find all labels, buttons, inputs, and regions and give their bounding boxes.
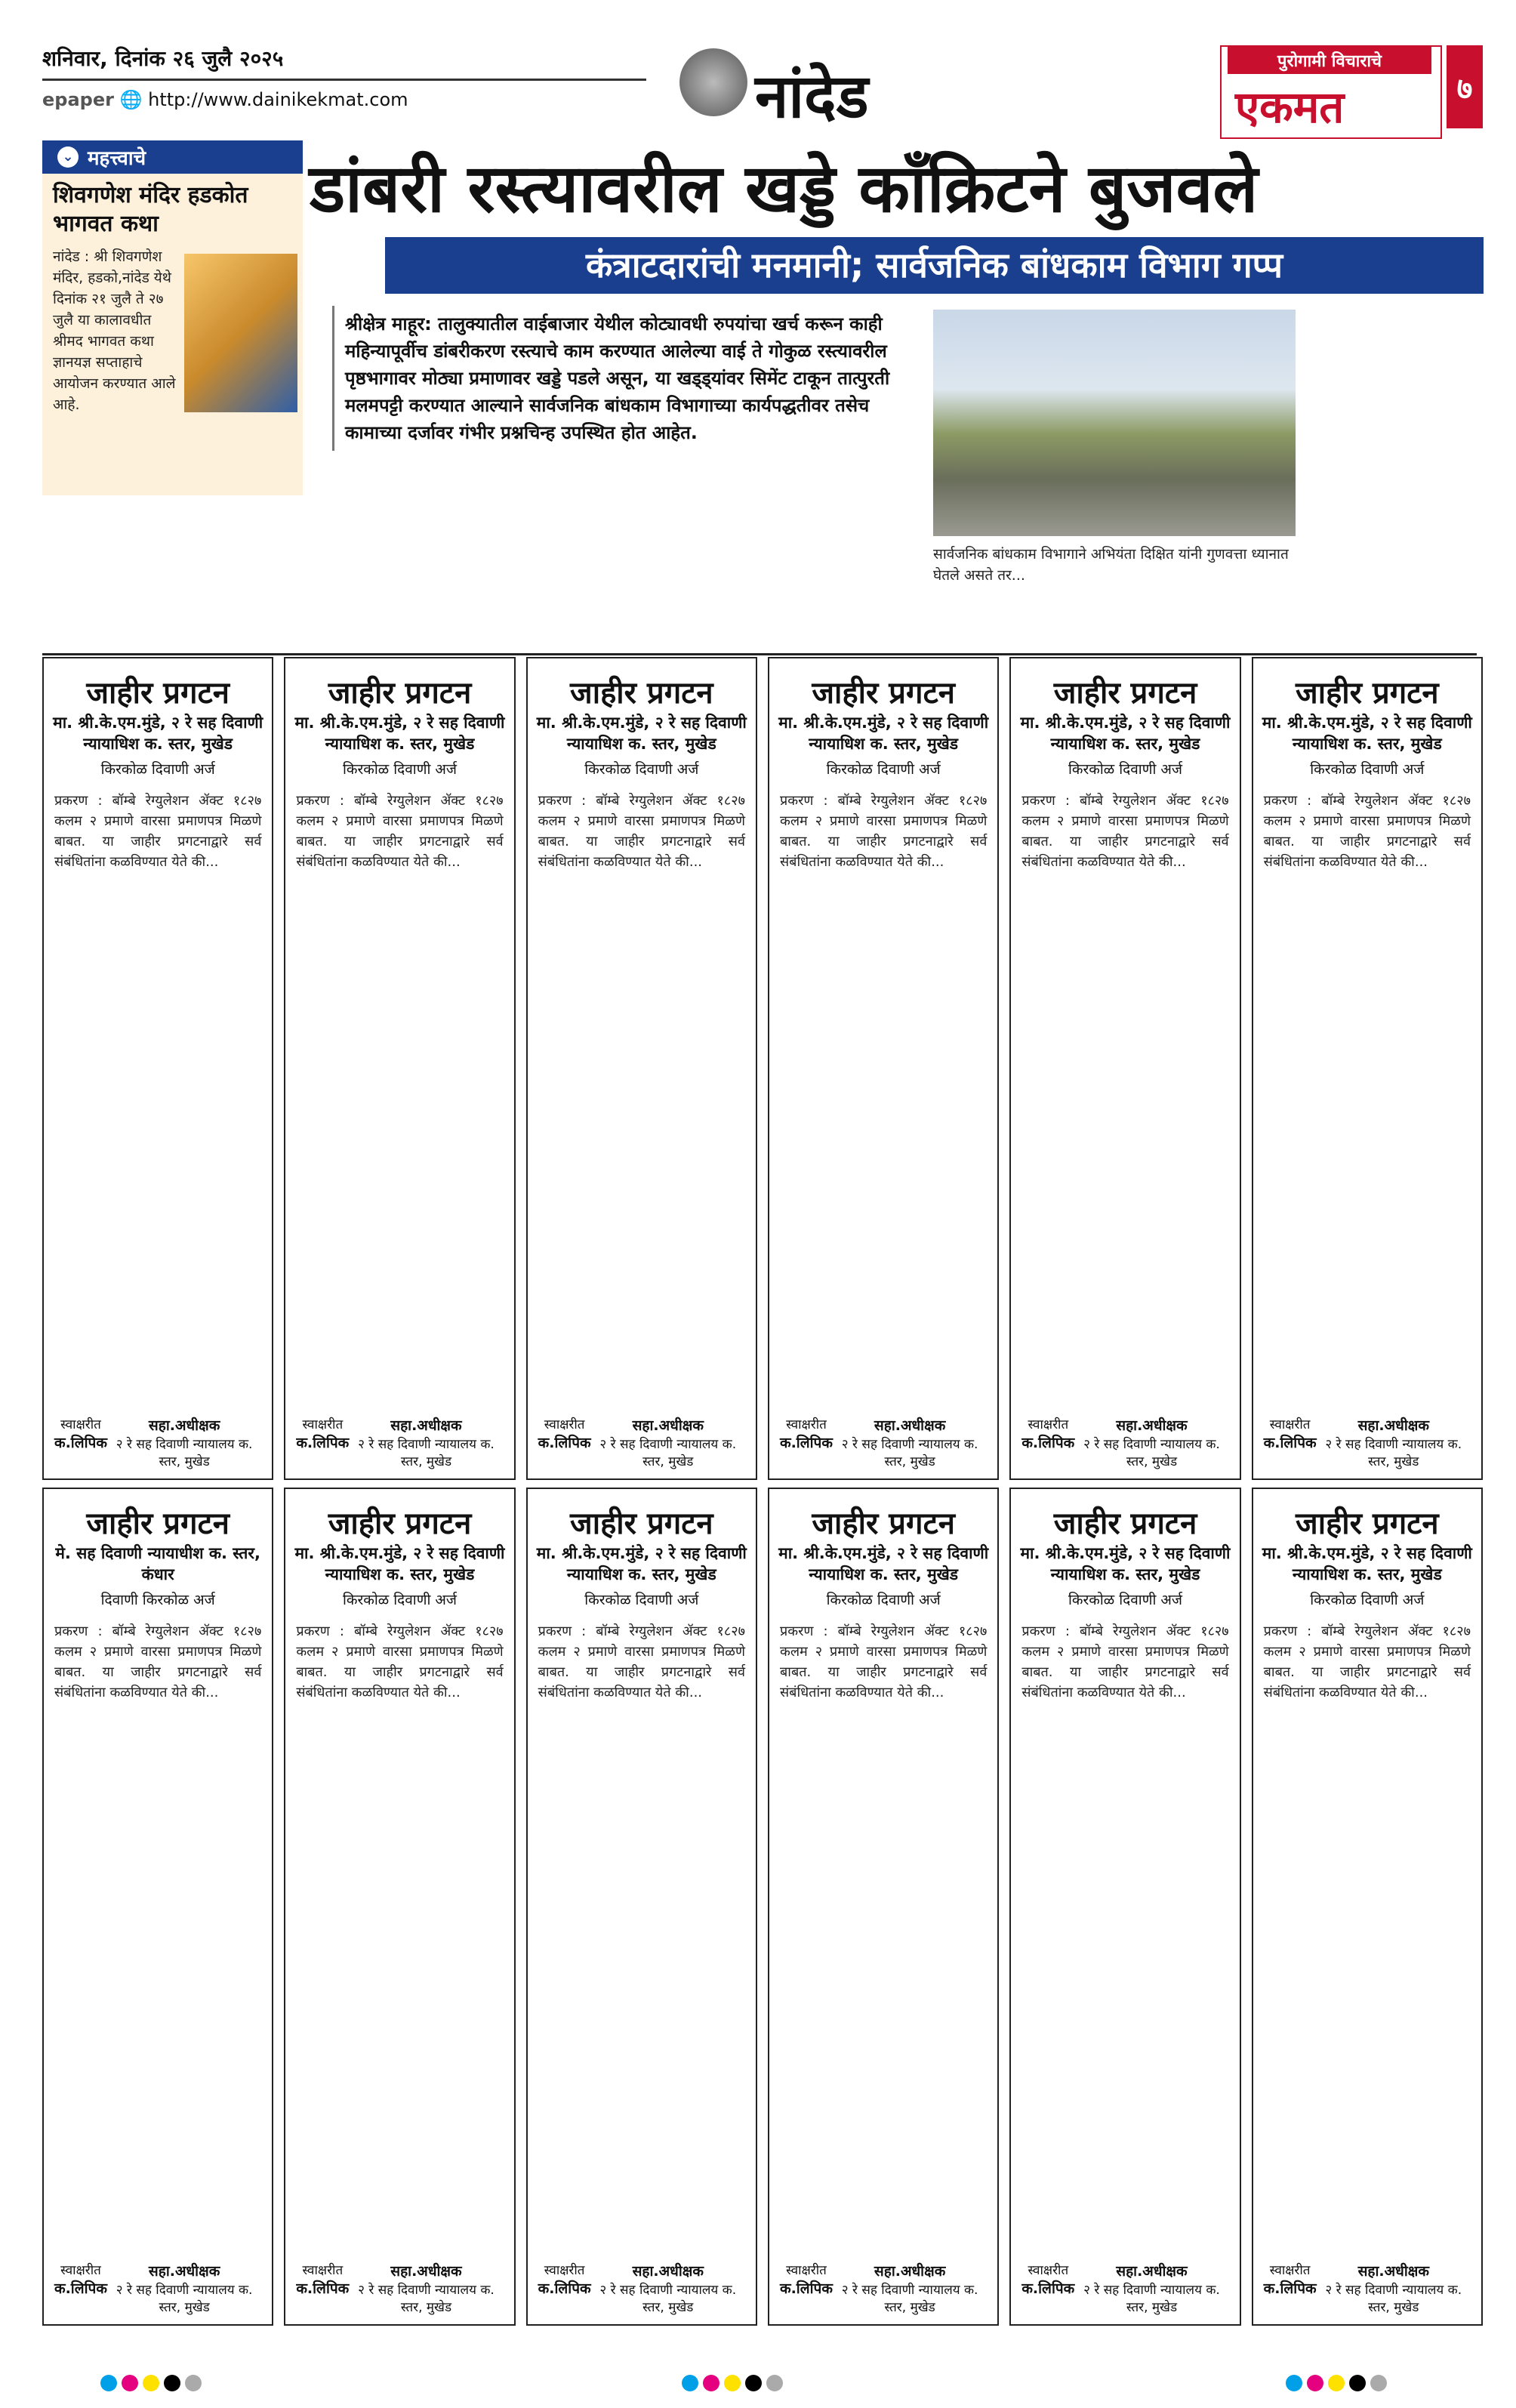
sidebar-tag-label: महत्त्वाचे	[88, 147, 146, 170]
sig-superintendent: सहा.अधीक्षक	[148, 1417, 220, 1434]
sig-court: २ रे सह दिवाणी न्यायालय क. स्तर, मुखेड	[1325, 2283, 1462, 2315]
page-number: ७	[1447, 45, 1483, 128]
public-notice-ad	[1009, 1488, 1240, 2326]
notice-signatures	[296, 2261, 503, 2315]
notice-title: जाहीर प्रगटन	[328, 675, 472, 711]
public-notice-ad	[768, 1488, 999, 2326]
notice-body: प्रकरण : बॉम्बे रेग्युलेशन ॲक्ट १८२७ कलम २ प्रमाणे वारसा प्रमाणपत्र मिळणे बाबत. या जाहीर प्रगटनाद्वारे सर्व संबंधितांना कळविण्यात येते की...	[780, 793, 988, 870]
intro-prefix: श्रीक्षेत्र माहूर:	[345, 313, 432, 335]
notice-body: प्रकरण : बॉम्बे रेग्युलेशन ॲक्ट १८२७ कलम २ प्रमाणे वारसा प्रमाणपत्र मिळणे बाबत. या जाहीर प्रगटनाद्वारे सर्व संबंधितांना कळविण्यात येते की...	[1263, 1623, 1471, 1700]
epaper-url[interactable]: http://www.dainikekmat.com	[148, 89, 408, 110]
road-photo	[933, 310, 1296, 536]
notice-title: जाहीर प्रगटन	[1296, 675, 1439, 711]
notice-title: जाहीर प्रगटन	[812, 1506, 955, 1541]
sig-clerk: क.लिपिक	[296, 1435, 350, 1451]
public-notice-ad	[526, 1488, 757, 2326]
sig-superintendent: सहा.अधीक्षक	[1116, 1417, 1188, 1434]
notice-signatures	[1264, 2261, 1471, 2315]
sig-title: स्वाक्षरीत	[1269, 1417, 1311, 1432]
sig-title: स्वाक्षरीत	[1269, 2263, 1311, 2278]
sig-clerk: क.लिपिक	[780, 2280, 833, 2297]
notice-court: मा. श्री.के.एम.मुंडे, २ रे सह दिवाणी न्यायाधिश क. स्तर, मुखेड	[778, 1544, 989, 1583]
notice-signatures	[780, 1415, 987, 1469]
notice-case: किरकोळ दिवाणी अर्ज	[1068, 1592, 1183, 1608]
sig-court: २ रे सह दिवाणी न्यायालय क. स्तर, मुखेड	[1083, 1437, 1220, 1469]
sig-court: २ रे सह दिवाणी न्यायालय क. स्तर, मुखेड	[1325, 1437, 1462, 1469]
sig-clerk: क.लिपिक	[1263, 1435, 1317, 1451]
notice-court: मा. श्री.के.एम.मुंडे, २ रे सह दिवाणी न्यायाधिश क. स्तर, मुखेड	[1020, 1544, 1231, 1583]
notice-body: प्रकरण : बॉम्बे रेग्युलेशन ॲक्ट १८२७ कलम २ प्रमाणे वारसा प्रमाणपत्र मिळणे बाबत. या जाहीर प्रगटनाद्वारे सर्व संबंधितांना कळविण्यात येते की...	[54, 793, 262, 870]
notice-case: किरकोळ दिवाणी अर्ज	[342, 1592, 458, 1608]
notice-body: प्रकरण : बॉम्बे रेग्युलेशन ॲक्ट १८२७ कलम २ प्रमाणे वारसा प्रमाणपत्र मिळणे बाबत. या जाहीर प्रगटनाद्वारे सर्व संबंधितांना कळविण्यात येते की...	[1021, 793, 1229, 870]
sig-title: स्वाक्षरीत	[1028, 1417, 1069, 1432]
sig-court: २ रे सह दिवाणी न्यायालय क. स्तर, मुखेड	[841, 1437, 978, 1469]
notice-case: किरकोळ दिवाणी अर्ज	[1310, 761, 1425, 778]
sig-court: २ रे सह दिवाणी न्यायालय क. स्तर, मुखेड	[1083, 2283, 1220, 2315]
page-header	[0, 0, 1516, 143]
notice-court: मा. श्री.के.एम.मुंडे, २ रे सह दिवाणी न्यायाधिश क. स्तर, मुखेड	[1020, 714, 1231, 753]
sig-clerk: क.लिपिक	[538, 2280, 591, 2297]
notice-signatures	[538, 2261, 745, 2315]
notice-body: प्रकरण : बॉम्बे रेग्युलेशन ॲक्ट १८२७ कलम २ प्रमाणे वारसा प्रमाणपत्र मिळणे बाबत. या जाहीर प्रगटनाद्वारे सर्व संबंधितांना कळविण्यात येते की...	[780, 1623, 988, 1700]
masthead-brand: एकमत	[1235, 82, 1345, 133]
sig-clerk: क.लिपिक	[1021, 1435, 1075, 1451]
sig-title: स्वाक्षरीत	[544, 2263, 585, 2278]
sidebar-brief	[42, 140, 303, 495]
notice-signatures	[780, 2261, 987, 2315]
notice-court: मा. श्री.के.एम.मुंडे, २ रे सह दिवाणी न्यायाधिश क. स्तर, मुखेड	[536, 1544, 747, 1583]
notice-signatures	[54, 1415, 261, 1469]
notice-signatures	[1264, 1415, 1471, 1469]
notice-court: मा. श्री.के.एम.मुंडे, २ रे सह दिवाणी न्यायाधिश क. स्तर, मुखेड	[294, 1544, 505, 1583]
notice-title: जाहीर प्रगटन	[570, 1506, 713, 1541]
sig-superintendent: सहा.अधीक्षक	[632, 1417, 704, 1434]
notice-court: मे. सह दिवाणी न्यायाधीश क. स्तर, कंधार	[55, 1544, 260, 1583]
public-notice-ad	[1252, 657, 1483, 1480]
sidebar-tag	[42, 140, 303, 174]
main-headline: डांबरी रस्त्यावरील खड्डे कॉंक्रिटने बुजवले	[310, 149, 1259, 227]
notice-title: जाहीर प्रगटन	[86, 1506, 230, 1541]
notice-signatures	[1021, 1415, 1228, 1469]
notice-body: प्रकरण : बॉम्बे रेग्युलेशन ॲक्ट १८२७ कलम २ प्रमाणे वारसा प्रमाणपत्र मिळणे बाबत. या जाहीर प्रगटनाद्वारे सर्व संबंधितांना कळविण्यात येते की...	[1263, 793, 1471, 870]
notice-court: मा. श्री.के.एम.मुंडे, २ रे सह दिवाणी न्यायाधिश क. स्तर, मुखेड	[536, 714, 747, 753]
photo-caption: सार्वजनिक बांधकाम विभागाने अभियंता दिक्षित यांनी गुणवत्ता ध्यानात घेतले असते तर...	[933, 546, 1289, 584]
notice-title: जाहीर प्रगटन	[812, 675, 955, 711]
notice-case: किरकोळ दिवाणी अर्ज	[826, 761, 941, 778]
notice-body: प्रकरण : बॉम्बे रेग्युलेशन ॲक्ट १८२७ कलम २ प्रमाणे वारसा प्रमाणपत्र मिळणे बाबत. या जाहीर प्रगटनाद्वारे सर्व संबंधितांना कळविण्यात येते की...	[1021, 1623, 1229, 1700]
main-intro	[332, 306, 936, 451]
notice-body: प्रकरण : बॉम्बे रेग्युलेशन ॲक्ट १८२७ कलम २ प्रमाणे वारसा प्रमाणपत्र मिळणे बाबत. या जाहीर प्रगटनाद्वारे सर्व संबंधितांना कळविण्यात येते की...	[296, 793, 504, 870]
public-notice-ad	[768, 657, 999, 1480]
notice-signatures	[538, 1415, 745, 1469]
notice-court: मा. श्री.के.एम.मुंडे, २ रे सह दिवाणी न्यायाधिश क. स्तर, मुखेड	[53, 714, 263, 753]
notice-court: मा. श्री.के.एम.मुंडे, २ रे सह दिवाणी न्यायाधिश क. स्तर, मुखेड	[294, 714, 505, 753]
registration-marks-right	[1283, 2375, 1389, 2394]
sig-court: २ रे सह दिवाणी न्यायालय क. स्तर, मुखेड	[116, 2283, 253, 2315]
notice-signatures	[54, 2261, 261, 2315]
sig-superintendent: सहा.अधीक्षक	[874, 1417, 946, 1434]
notice-title: जाहीर प्रगटन	[570, 675, 713, 711]
issue-date: शनिवार, दिनांक २६ जुलै २०२५	[42, 46, 284, 71]
edition-city: नांदेड	[755, 60, 869, 131]
public-notice-ad	[42, 657, 273, 1480]
notice-body: प्रकरण : बॉम्बे रेग्युलेशन ॲक्ट १८२७ कलम २ प्रमाणे वारसा प्रमाणपत्र मिळणे बाबत. या जाहीर प्रगटनाद्वारे सर्व संबंधितांना कळविण्यात येते की...	[296, 1623, 504, 1700]
section-divider	[42, 653, 1477, 655]
notice-body: प्रकरण : बॉम्बे रेग्युलेशन ॲक्ट १८२७ कलम २ प्रमाणे वारसा प्रमाणपत्र मिळणे बाबत. या जाहीर प्रगटनाद्वारे सर्व संबंधितांना कळविण्यात येते की...	[54, 1623, 262, 1700]
public-notice-ad	[42, 1488, 273, 2326]
sig-title: स्वाक्षरीत	[60, 2263, 101, 2278]
notice-court: मा. श्री.के.एम.मुंडे, २ रे सह दिवाणी न्यायाधिश क. स्तर, मुखेड	[778, 714, 989, 753]
ads-row-2	[42, 1488, 1483, 2333]
sig-title: स्वाक्षरीत	[786, 1417, 827, 1432]
notice-case: किरकोळ दिवाणी अर्ज	[826, 1592, 941, 1608]
sig-clerk: क.लिपिक	[538, 1435, 591, 1451]
sig-superintendent: सहा.अधीक्षक	[874, 2263, 946, 2280]
sig-court: २ रे सह दिवाणी न्यायालय क. स्तर, मुखेड	[599, 1437, 737, 1469]
sidebar-body: नांदेड : श्री शिवगणेश मंदिर, हडको,नांदेड येथे दिनांक २१ जुलै ते २७ जुलै या कालावधीत श्रीमद भागवत कथा ज्ञानयज्ञ सप्ताहाचे आयोजन करण्यात आले आहे.	[53, 248, 176, 413]
epaper-link[interactable]	[42, 89, 408, 110]
public-notice-ad	[526, 657, 757, 1480]
globe-icon: 🌐	[119, 89, 143, 110]
sig-court: २ रे सह दिवाणी न्यायालय क. स्तर, मुखेड	[358, 2283, 495, 2315]
notice-signatures	[296, 1415, 503, 1469]
notice-court: मा. श्री.के.एम.मुंडे, २ रे सह दिवाणी न्यायाधिश क. स्तर, मुखेड	[1262, 1544, 1472, 1583]
sig-title: स्वाक्षरीत	[1028, 2263, 1069, 2278]
notice-signatures	[1021, 2261, 1228, 2315]
sig-superintendent: सहा.अधीक्षक	[148, 2263, 220, 2280]
sig-court: २ रे सह दिवाणी न्यायालय क. स्तर, मुखेड	[841, 2283, 978, 2315]
sig-superintendent: सहा.अधीक्षक	[390, 2263, 462, 2280]
header-rule	[42, 79, 646, 81]
epaper-label: epaper	[42, 89, 114, 110]
sig-superintendent: सहा.अधीक्षक	[1116, 2263, 1188, 2280]
sig-superintendent: सहा.अधीक्षक	[390, 1417, 462, 1434]
public-notice-ad	[284, 1488, 515, 2326]
masthead-tagline: पुरोगामी विचाराचे	[1228, 47, 1431, 74]
sig-clerk: क.लिपिक	[1021, 2280, 1075, 2297]
sig-title: स्वाक्षरीत	[302, 1417, 344, 1432]
notice-court: मा. श्री.के.एम.मुंडे, २ रे सह दिवाणी न्यायाधिश क. स्तर, मुखेड	[1262, 714, 1472, 753]
sig-title: स्वाक्षरीत	[302, 2263, 344, 2278]
notice-case: किरकोळ दिवाणी अर्ज	[100, 761, 215, 778]
sig-clerk: क.लिपिक	[54, 1435, 107, 1451]
notice-title: जाहीर प्रगटन	[328, 1506, 472, 1541]
notice-body: प्रकरण : बॉम्बे रेग्युलेशन ॲक्ट १८२७ कलम २ प्रमाणे वारसा प्रमाणपत्र मिळणे बाबत. या जाहीर प्रगटनाद्वारे सर्व संबंधितांना कळविण्यात येते की...	[538, 793, 745, 870]
sig-clerk: क.लिपिक	[296, 2280, 350, 2297]
notice-title: जाहीर प्रगटन	[1053, 1506, 1197, 1541]
sig-title: स्वाक्षरीत	[60, 1417, 101, 1432]
public-notice-ad	[284, 657, 515, 1480]
notice-body: प्रकरण : बॉम्बे रेग्युलेशन ॲक्ट १८२७ कलम २ प्रमाणे वारसा प्रमाणपत्र मिळणे बाबत. या जाहीर प्रगटनाद्वारे सर्व संबंधितांना कळविण्यात येते की...	[538, 1623, 745, 1700]
sig-clerk: क.लिपिक	[780, 1435, 833, 1451]
sig-court: २ रे सह दिवाणी न्यायालय क. स्तर, मुखेड	[116, 1437, 253, 1469]
notice-case: किरकोळ दिवाणी अर्ज	[584, 761, 699, 778]
ads-row-1	[42, 657, 1483, 1484]
city-emblem-icon	[679, 48, 747, 116]
notice-case: किरकोळ दिवाणी अर्ज	[1310, 1592, 1425, 1608]
notice-case: दिवाणी किरकोळ अर्ज	[100, 1592, 215, 1608]
sig-clerk: क.लिपिक	[1263, 2280, 1317, 2297]
sig-title: स्वाक्षरीत	[786, 2263, 827, 2278]
registration-marks-left	[98, 2375, 204, 2394]
notice-title: जाहीर प्रगटन	[86, 675, 230, 711]
sig-superintendent: सहा.अधीक्षक	[1357, 2263, 1429, 2280]
sig-court: २ रे सह दिवाणी न्यायालय क. स्तर, मुखेड	[599, 2283, 737, 2315]
public-notice-ad	[1009, 657, 1240, 1480]
notice-case: किरकोळ दिवाणी अर्ज	[342, 761, 458, 778]
notice-title: जाहीर प्रगटन	[1296, 1506, 1439, 1541]
public-notice-ad	[1252, 1488, 1483, 2326]
sidebar-photo	[184, 254, 297, 412]
sig-title: स्वाक्षरीत	[544, 1417, 585, 1432]
main-kicker: कंत्राटदारांची मनमानी; सार्वजनिक बांधकाम विभाग गप्प	[385, 237, 1484, 294]
notice-title: जाहीर प्रगटन	[1053, 675, 1197, 711]
notice-case: किरकोळ दिवाणी अर्ज	[1068, 761, 1183, 778]
sig-superintendent: सहा.अधीक्षक	[1357, 1417, 1429, 1434]
intro-text: तालुक्यातील वाईबाजार येथील कोट्यावधी रुपयांचा खर्च करून काही महिन्यापूर्वीच डांबरीकरण रस्त्याचे काम करण्यात आलेल्या वाई ते गोकुळ रस्त्यावरील पृष्ठभागावर मोठ्या प्रमाणावर खड्डे पडले असून, या खड्ड्यांवर सिमेंट टाकून तात्पुरती मलमपट्टी करण्यात आल्याने सार्वजनिक बांधकाम विभागाच्या कार्यपद्धतीवर तसेच कामाच्या दर्जावर गंभीर प्रश्नचिन्ह उपस्थित होत आहेत.	[345, 313, 890, 443]
sig-clerk: क.लिपिक	[54, 2280, 107, 2297]
sidebar-headline: शिवगणेश मंदिर हडकोत भागवत कथा	[53, 182, 248, 237]
sig-court: २ रे सह दिवाणी न्यायालय क. स्तर, मुखेड	[358, 1437, 495, 1469]
registration-marks-center	[679, 2375, 785, 2394]
notice-case: किरकोळ दिवाणी अर्ज	[584, 1592, 699, 1608]
sig-superintendent: सहा.अधीक्षक	[632, 2263, 704, 2280]
chevron-down-icon: ⌄	[57, 146, 79, 168]
